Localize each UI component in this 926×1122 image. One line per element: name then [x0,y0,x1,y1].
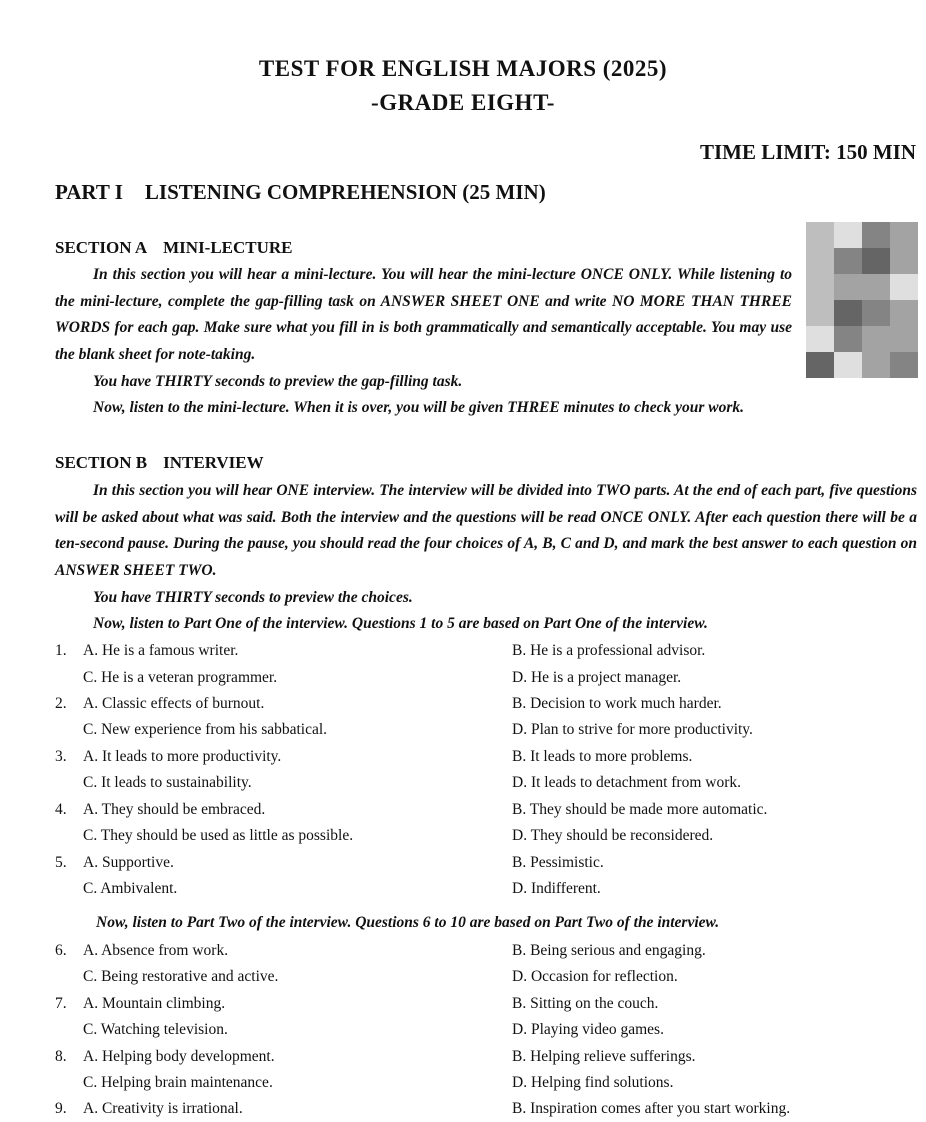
question-4-option-a [55,801,265,819]
question-number: 2. [55,695,67,712]
question-7-option-a [55,995,225,1013]
question-9-option-a [55,1100,243,1118]
section-b-instructions: In this section you will hear ONE interview. The interview will be divided into TWO parts. At the end of each part, five questions will be asked about what was said. Both the interview and the questions will be read ONCE ONLY. After each question there will be a ten-second pause. During the pause, you should read the four choices of A, B, C and D, and mark the best answer to each question on ANSWER SHEET TWO. [55,482,917,579]
section-b-name: INTERVIEW [163,453,264,472]
part-label: PART I [55,180,123,204]
question-7-option-b: B. Sitting on the couch. [512,995,659,1012]
question-4-option-b: B. They should be made more automatic. [512,801,768,818]
section-a-name: MINI-LECTURE [163,238,293,257]
question-7-option-d: D. Playing video games. [512,1021,664,1038]
question-3-option-c: C. It leads to sustainability. [83,774,252,791]
part-heading [55,180,546,205]
question-8-option-c: C. Helping brain maintenance. [83,1074,273,1091]
question-4-option-d: D. They should be reconsidered. [512,827,714,844]
question-6-option-c: C. Being restorative and active. [83,968,279,985]
question-1-option-c: C. He is a veteran programmer. [83,669,278,686]
option-text: A. Supportive. [83,854,174,871]
question-2-option-a [55,695,264,713]
question-number: 5. [55,854,67,871]
section-b-preview: You have THIRTY seconds to preview the choices. [93,589,413,606]
question-2-option-d: D. Plan to strive for more productivity. [512,721,753,738]
question-number: 8. [55,1048,67,1065]
option-text: A. Absence from work. [83,942,229,959]
question-6-option-b: B. Being serious and engaging. [512,942,706,959]
question-3-option-a [55,748,281,766]
question-5-option-b: B. Pessimistic. [512,854,604,871]
question-number: 1. [55,642,67,659]
part-name: LISTENING COMPREHENSION (25 MIN) [144,180,546,204]
section-a-heading [55,238,293,258]
question-6-option-a [55,942,228,960]
option-text: A. Classic effects of burnout. [83,695,265,712]
option-text: A. Helping body development. [83,1048,275,1065]
question-number: 6. [55,942,67,959]
qr-code-blurred [806,222,918,378]
option-text: A. It leads to more productivity. [83,748,282,765]
question-2-option-c: C. New experience from his sabbatical. [83,721,328,738]
section-a-label: SECTION A [55,238,148,257]
time-limit: TIME LIMIT: 150 MIN [699,140,916,164]
question-number: 4. [55,801,67,818]
section-b-part-one: Now, listen to Part One of the interview. Questions 1 to 5 are based on Part One of the interview. [93,615,708,632]
question-7-option-c: C. Watching television. [83,1021,228,1038]
section-b-label: SECTION B [55,453,148,472]
question-3-option-d: D. It leads to detachment from work. [512,774,741,791]
section-b-part-two: Now, listen to Part Two of the interview. Questions 6 to 10 are based on Part Two of the interview. [96,914,720,931]
question-8-option-a [55,1048,275,1066]
question-3-option-b: B. It leads to more problems. [512,748,693,765]
question-number: 7. [55,995,67,1012]
option-text: A. Mountain climbing. [83,995,226,1012]
question-4-option-c: C. They should be used as little as possible. [83,827,354,844]
question-2-option-b: B. Decision to work much harder. [512,695,722,712]
question-8-option-d: D. Helping find solutions. [512,1074,674,1091]
question-9-option-b: B. Inspiration comes after you start working. [512,1100,791,1117]
option-text: A. Creativity is irrational. [83,1100,243,1117]
question-5-option-d: D. Indifferent. [512,880,601,897]
grade-title: -GRADE EIGHT- [371,90,555,115]
question-number: 3. [55,748,67,765]
question-5-option-a [55,854,174,872]
section-b-heading [55,453,264,473]
option-text: A. They should be embraced. [83,801,266,818]
question-8-option-b: B. Helping relieve sufferings. [512,1048,696,1065]
section-a-instructions: In this section you will hear a mini-lecture. You will hear the mini-lecture ONCE ONLY. While listening to the mini-lecture, complete the gap-filling task on ANSWER SHEET ONE and write NO MORE THAN THREE WORDS for each gap. Make sure what you fill in is both grammatically and semantically acceptable. You may use the blank sheet for note-taking. [55,266,792,363]
question-1-option-d: D. He is a project manager. [512,669,682,686]
question-5-option-c: C. Ambivalent. [83,880,178,897]
question-1-option-b: B. He is a professional advisor. [512,642,706,659]
section-a-preview: You have THIRTY seconds to preview the gap-filling task. [93,373,463,390]
question-6-option-d: D. Occasion for reflection. [512,968,678,985]
question-number: 9. [55,1100,67,1117]
question-1-option-a [55,642,238,660]
test-title: TEST FOR ENGLISH MAJORS (2025) [258,56,668,81]
option-text: A. He is a famous writer. [83,642,239,659]
section-a-now: Now, listen to the mini-lecture. When it is over, you will be given THREE minutes to check your work. [93,399,745,416]
